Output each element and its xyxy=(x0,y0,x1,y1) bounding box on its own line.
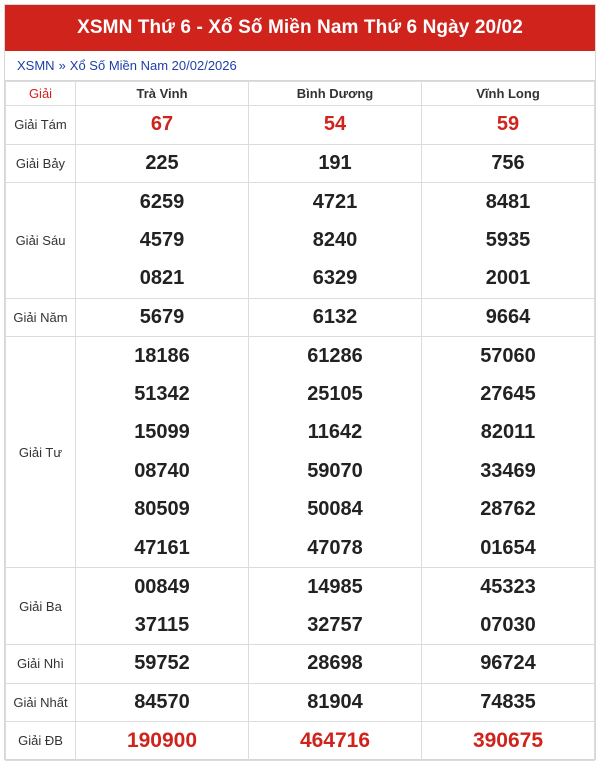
result-number: 28762 xyxy=(422,491,595,530)
prize-column-header: Giải xyxy=(6,82,76,106)
prize-label: Giải Nhất xyxy=(6,683,76,722)
province-header: Trà Vinh xyxy=(76,82,249,106)
result-number: 6329 xyxy=(249,260,422,299)
result-number: 464716 xyxy=(249,722,422,761)
results-table xyxy=(5,81,595,761)
breadcrumb-home-link[interactable]: XSMN xyxy=(17,58,55,73)
result-row xyxy=(6,260,595,299)
result-number: 74835 xyxy=(422,683,595,722)
result-number: 2001 xyxy=(422,260,595,299)
result-row xyxy=(6,452,595,491)
prize-label: Giải Sáu xyxy=(6,183,76,299)
result-number: 37115 xyxy=(76,606,249,645)
result-number: 225 xyxy=(76,144,249,183)
result-number: 59 xyxy=(422,106,595,145)
result-number: 08740 xyxy=(76,452,249,491)
result-number: 80509 xyxy=(76,491,249,530)
results-panel xyxy=(4,4,596,760)
result-number: 59070 xyxy=(249,452,422,491)
prize-label: Giải Tư xyxy=(6,337,76,568)
result-number: 96724 xyxy=(422,645,595,684)
result-number: 390675 xyxy=(422,722,595,761)
result-number: 45323 xyxy=(422,568,595,607)
result-row xyxy=(6,106,595,145)
result-number: 8240 xyxy=(249,221,422,260)
result-row xyxy=(6,221,595,260)
result-number: 18186 xyxy=(76,337,249,376)
province-header: Vĩnh Long xyxy=(422,82,595,106)
result-number: 11642 xyxy=(249,414,422,453)
result-number: 07030 xyxy=(422,606,595,645)
result-number: 14985 xyxy=(249,568,422,607)
result-number: 0821 xyxy=(76,260,249,299)
result-number: 01654 xyxy=(422,529,595,568)
result-number: 4721 xyxy=(249,183,422,222)
result-row xyxy=(6,414,595,453)
result-row xyxy=(6,491,595,530)
result-number: 6132 xyxy=(249,298,422,337)
result-number: 81904 xyxy=(249,683,422,722)
result-number: 57060 xyxy=(422,337,595,376)
result-number: 67 xyxy=(76,106,249,145)
breadcrumb-current-link[interactable]: Xổ Số Miền Nam 20/02/2026 xyxy=(69,58,237,73)
result-number: 51342 xyxy=(76,375,249,414)
result-number: 15099 xyxy=(76,414,249,453)
result-number: 6259 xyxy=(76,183,249,222)
prize-label: Giải Tám xyxy=(6,106,76,145)
result-number: 50084 xyxy=(249,491,422,530)
result-number: 32757 xyxy=(249,606,422,645)
result-number: 00849 xyxy=(76,568,249,607)
result-row xyxy=(6,183,595,222)
result-number: 28698 xyxy=(249,645,422,684)
result-number: 5679 xyxy=(76,298,249,337)
result-number: 756 xyxy=(422,144,595,183)
result-number: 9664 xyxy=(422,298,595,337)
breadcrumb-separator: » xyxy=(58,58,66,73)
result-number: 84570 xyxy=(76,683,249,722)
prize-label: Giải Nhì xyxy=(6,645,76,684)
result-number: 25105 xyxy=(249,375,422,414)
result-number: 4579 xyxy=(76,221,249,260)
result-number: 33469 xyxy=(422,452,595,491)
result-row xyxy=(6,722,595,761)
result-row xyxy=(6,683,595,722)
result-number: 190900 xyxy=(76,722,249,761)
prize-label: Giải ĐB xyxy=(6,722,76,761)
province-header: Bình Dương xyxy=(249,82,422,106)
header-row xyxy=(6,82,595,106)
breadcrumb xyxy=(5,51,595,81)
result-number: 47078 xyxy=(249,529,422,568)
result-number: 8481 xyxy=(422,183,595,222)
result-row xyxy=(6,298,595,337)
page-title: XSMN Thứ 6 - Xổ Số Miền Nam Thứ 6 Ngày 20/02 xyxy=(5,5,595,51)
result-number: 5935 xyxy=(422,221,595,260)
prize-label: Giải Bảy xyxy=(6,144,76,183)
result-number: 47161 xyxy=(76,529,249,568)
result-row xyxy=(6,144,595,183)
result-number: 54 xyxy=(249,106,422,145)
result-row xyxy=(6,568,595,607)
result-number: 82011 xyxy=(422,414,595,453)
result-row xyxy=(6,337,595,376)
result-number: 191 xyxy=(249,144,422,183)
result-row xyxy=(6,606,595,645)
prize-label: Giải Ba xyxy=(6,568,76,645)
result-row xyxy=(6,529,595,568)
result-number: 59752 xyxy=(76,645,249,684)
result-row xyxy=(6,645,595,684)
prize-label: Giải Năm xyxy=(6,298,76,337)
result-number: 27645 xyxy=(422,375,595,414)
result-number: 61286 xyxy=(249,337,422,376)
result-row xyxy=(6,375,595,414)
